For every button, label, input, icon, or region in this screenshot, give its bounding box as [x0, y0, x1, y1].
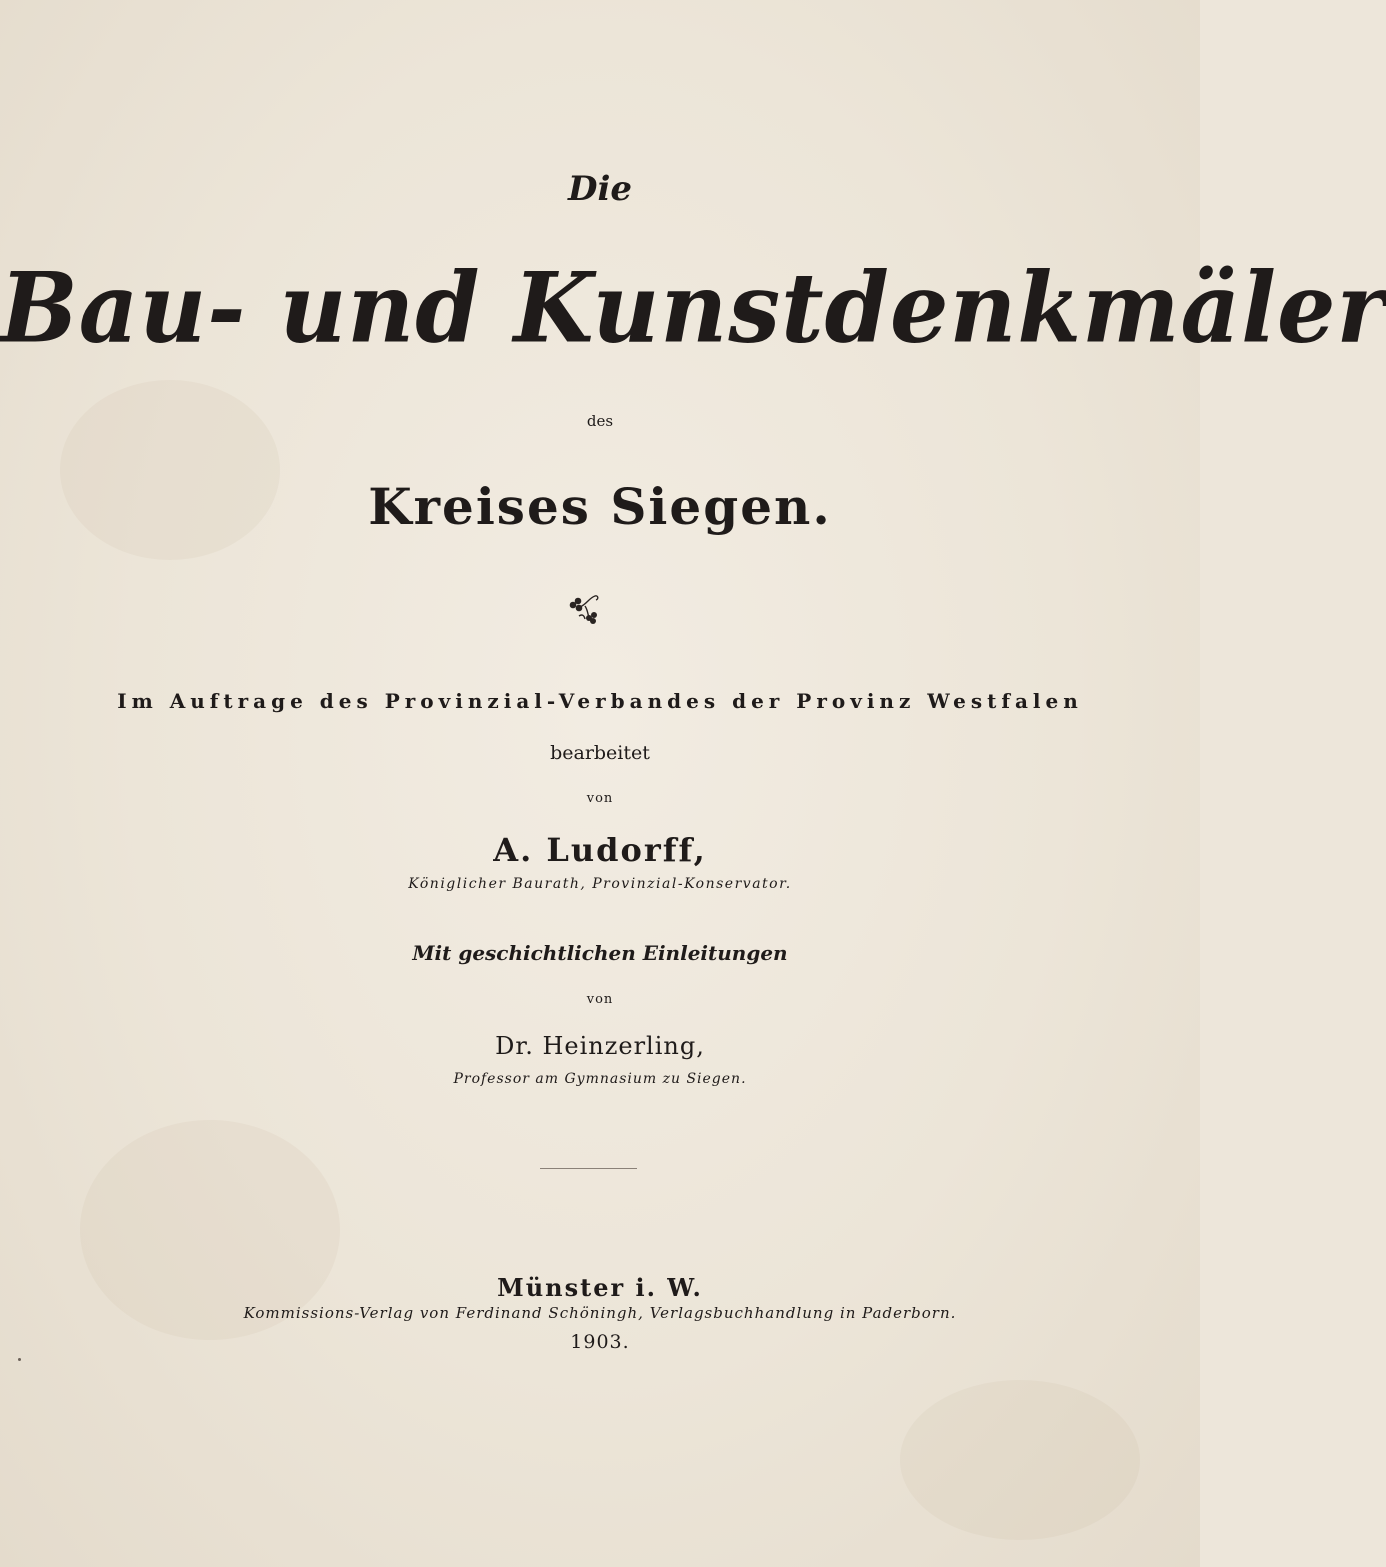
- subtitle: Kreises Siegen.: [368, 477, 832, 536]
- by-label-2: von: [586, 992, 614, 1007]
- clover-vine-ornament-icon: [565, 588, 607, 630]
- divider-rule: [540, 1168, 637, 1169]
- introductions-line: Mit geschichtlichen Einleitungen: [412, 941, 788, 965]
- author-name: A. Ludorff,: [493, 831, 707, 869]
- main-title: Bau- und Kunstdenkmäler: [0, 251, 1386, 365]
- publisher-line: Kommissions-Verlag von Ferdinand Schöningh, Verlagsbuchhandlung in Paderborn.: [243, 1304, 957, 1322]
- coauthor-name: Dr. Heinzerling,: [495, 1032, 705, 1060]
- by-label: von: [586, 791, 614, 806]
- author-title: Königlicher Baurath, Provinzial-Konservator.: [408, 876, 792, 892]
- title-connector: des: [586, 412, 614, 430]
- title-article: Die: [567, 169, 633, 209]
- paper-speck: [18, 1358, 21, 1361]
- coauthor-title: Professor am Gymnasium zu Siegen.: [453, 1071, 747, 1087]
- publication-place: Münster i. W.: [497, 1273, 703, 1302]
- publication-year: 1903.: [570, 1331, 630, 1353]
- edited-label: bearbeitet: [550, 742, 650, 764]
- paper-stain: [900, 1380, 1140, 1540]
- commission-line: Im Auftrage des Provinzial-Verbandes der Provinz Westfalen: [117, 689, 1083, 713]
- paper-stain: [60, 380, 280, 560]
